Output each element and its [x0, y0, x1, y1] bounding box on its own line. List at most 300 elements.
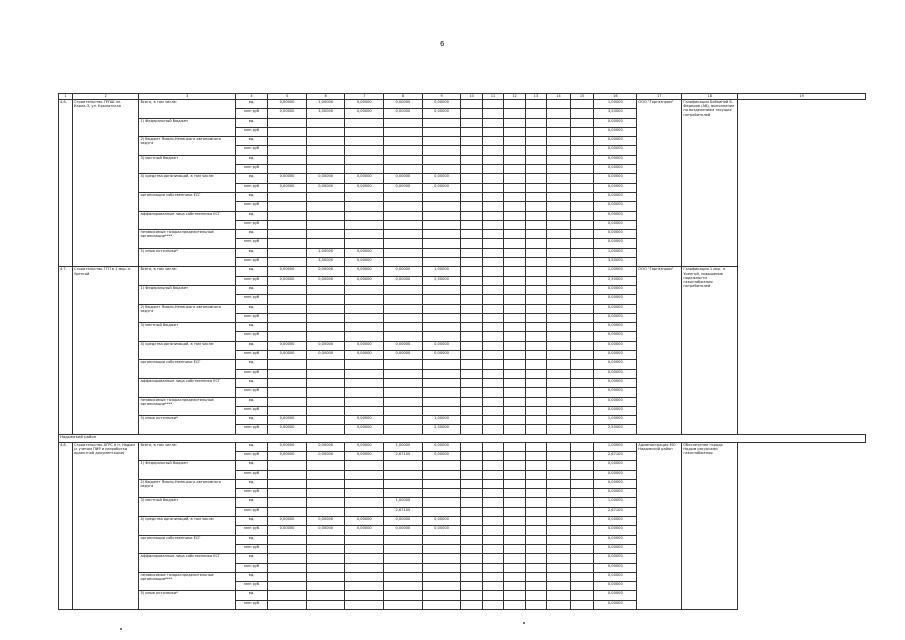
value-v6: 0,00000: [306, 341, 345, 350]
purpose: Обеспечение города Надым ресурсами газоснабжения: [682, 442, 738, 609]
total-value: 0,00000: [594, 360, 637, 369]
value-v6: 0,00000: [306, 174, 345, 183]
value-v7: 0,00000: [345, 351, 384, 360]
value-v8: [384, 304, 423, 313]
value-v5: [268, 572, 307, 581]
empty-cell: [504, 258, 525, 267]
empty-cell: [482, 591, 503, 600]
value-v7: [345, 378, 384, 387]
empty-cell: [482, 479, 503, 488]
value-v5: [268, 220, 307, 229]
table-row: [59, 479, 866, 488]
value-v6: [306, 388, 345, 397]
empty-cell: [547, 470, 571, 479]
empty-cell: [482, 155, 503, 164]
value-v7: [345, 600, 384, 609]
value-v8: [384, 572, 423, 581]
value-v8: [384, 360, 423, 369]
empty-cell: [504, 498, 525, 507]
empty-cell: [461, 285, 482, 294]
value-v7: 0,00000: [345, 416, 384, 425]
empty-cell: [547, 489, 571, 498]
total-value: 0,00000: [594, 285, 637, 294]
empty-cell: [570, 100, 594, 109]
empty-cell: [482, 470, 503, 479]
unit: ед.: [236, 517, 268, 526]
empty-cell: [547, 267, 571, 276]
total-value: 0,00000: [594, 239, 637, 248]
unit: ед.: [236, 498, 268, 507]
value-v5: [268, 461, 307, 470]
empty-cell: [570, 461, 594, 470]
value-v7: [345, 479, 384, 488]
empty-cell: [482, 416, 503, 425]
empty-cell: [482, 137, 503, 146]
empty-cell: [482, 258, 503, 267]
empty-cell: [461, 442, 482, 451]
value-v5: 0,00000: [268, 183, 307, 192]
value-v8: [384, 211, 423, 220]
value-v8: 0,00000: [384, 109, 423, 118]
empty-cell: [461, 165, 482, 174]
empty-cell: [547, 174, 571, 183]
table-row: [59, 591, 866, 600]
total-value: 0,00000: [594, 544, 637, 553]
unit: ед.: [236, 248, 268, 257]
empty-cell: [547, 554, 571, 563]
value-v9: [422, 211, 461, 220]
empty-cell: [482, 507, 503, 516]
unit: млн руб: [236, 425, 268, 434]
value-v6: 1,00000: [306, 248, 345, 257]
empty-cell: [570, 202, 594, 211]
empty-cell: [547, 295, 571, 304]
value-v6: 3,50000: [306, 109, 345, 118]
empty-cell: [570, 323, 594, 332]
value-v5: [268, 470, 307, 479]
empty-cell: [525, 304, 546, 313]
column-number: 16: [594, 94, 637, 100]
value-v8: [384, 378, 423, 387]
value-v6: [306, 535, 345, 544]
total-value: 0,00000: [594, 479, 637, 488]
value-v6: [306, 137, 345, 146]
empty-cell: [504, 517, 525, 526]
column-number: 9: [422, 94, 461, 100]
value-v9: [422, 313, 461, 322]
value-v8: [384, 416, 423, 425]
empty-cell: [461, 183, 482, 192]
unit: млн руб: [236, 563, 268, 572]
empty-cell: [482, 461, 503, 470]
empty-cell: [570, 295, 594, 304]
empty-cell: [461, 220, 482, 229]
value-v7: 0,00000: [345, 100, 384, 109]
value-v8: [384, 489, 423, 498]
column-number: 6: [306, 94, 345, 100]
empty-cell: [547, 258, 571, 267]
total-value: 2,67100: [594, 451, 637, 460]
empty-cell: [547, 192, 571, 201]
empty-cell: [461, 544, 482, 553]
value-v5: [268, 137, 307, 146]
empty-cell: [570, 155, 594, 164]
empty-cell: [525, 137, 546, 146]
empty-cell: [525, 267, 546, 276]
column-number: 10: [461, 94, 482, 100]
empty-cell: [461, 397, 482, 406]
unit: млн руб: [236, 332, 268, 341]
empty-cell: [525, 155, 546, 164]
table-row: [59, 397, 866, 406]
empty-cell: [504, 295, 525, 304]
value-v6: [306, 332, 345, 341]
value-v8: 0,00000: [384, 267, 423, 276]
value-v9: [422, 397, 461, 406]
empty-cell: [461, 155, 482, 164]
value-v6: [306, 378, 345, 387]
value-v8: [384, 369, 423, 378]
empty-cell: [525, 202, 546, 211]
empty-cell: [504, 489, 525, 498]
empty-cell: [482, 563, 503, 572]
value-v9: 0,00000: [422, 341, 461, 350]
funding-source-label: 1) Федеральный бюджет: [139, 285, 236, 304]
value-v6: [306, 313, 345, 322]
empty-cell: [461, 192, 482, 201]
value-v9: [422, 461, 461, 470]
empty-cell: [547, 406, 571, 415]
value-v7: 0,00000: [345, 183, 384, 192]
empty-cell: [482, 146, 503, 155]
value-v9: [422, 360, 461, 369]
empty-cell: [547, 479, 571, 488]
value-v8: [384, 155, 423, 164]
empty-cell: [525, 526, 546, 535]
empty-cell: [504, 600, 525, 609]
value-v6: [306, 563, 345, 572]
value-v5: [268, 295, 307, 304]
empty-cell: [570, 183, 594, 192]
empty-cell: [504, 554, 525, 563]
value-v6: [306, 425, 345, 434]
value-v6: [306, 146, 345, 155]
empty-cell: [482, 267, 503, 276]
value-v8: 0,00000: [384, 526, 423, 535]
value-v6: [306, 461, 345, 470]
empty-cell: [461, 600, 482, 609]
total-value: 0,00000: [594, 517, 637, 526]
empty-cell: [504, 248, 525, 257]
unit: ед.: [236, 360, 268, 369]
empty-cell: [482, 202, 503, 211]
total-value: 1,00000: [594, 267, 637, 276]
unit: млн руб: [236, 388, 268, 397]
empty-cell: [525, 563, 546, 572]
value-v5: [268, 535, 307, 544]
total-value: 0,00000: [594, 572, 637, 581]
value-v8: [384, 239, 423, 248]
total-value: 0,00000: [594, 146, 637, 155]
table-row: [59, 461, 866, 470]
value-v5: [268, 582, 307, 591]
value-v5: 0,00000: [268, 267, 307, 276]
empty-cell: [570, 489, 594, 498]
empty-cell: [482, 165, 503, 174]
table-row: [59, 211, 866, 220]
empty-cell: [570, 442, 594, 451]
value-v7: [345, 220, 384, 229]
empty-cell: [504, 285, 525, 294]
empty-cell: [482, 498, 503, 507]
empty-cell: [504, 202, 525, 211]
unit: млн руб: [236, 109, 268, 118]
empty-cell: [570, 369, 594, 378]
total-value: 0,00000: [594, 174, 637, 183]
value-v9: [422, 535, 461, 544]
empty-cell: [461, 267, 482, 276]
table-row: [59, 285, 866, 294]
value-v9: [422, 258, 461, 267]
empty-cell: [482, 285, 503, 294]
empty-cell: [482, 406, 503, 415]
column-number: 18: [682, 94, 738, 100]
value-v8: [384, 146, 423, 155]
empty-cell: [461, 563, 482, 572]
total-value: 2,67100: [594, 507, 637, 516]
region-row: [59, 434, 866, 442]
empty-cell: [570, 192, 594, 201]
funding-source-label: 2) бюджет Ямало-Ненецкого автономного округа: [139, 479, 236, 498]
unit: млн руб: [236, 165, 268, 174]
empty-cell: [570, 554, 594, 563]
value-v5: [268, 554, 307, 563]
funding-source-label: независимые газораспределительные организации****: [139, 230, 236, 249]
value-v6: [306, 118, 345, 127]
column-number: 1: [59, 94, 73, 100]
empty-cell: [504, 155, 525, 164]
value-v5: [268, 479, 307, 488]
unit: млн руб: [236, 489, 268, 498]
empty-cell: [525, 470, 546, 479]
total-value: 0,00000: [594, 378, 637, 387]
value-v9: [422, 507, 461, 516]
unit: ед.: [236, 230, 268, 239]
empty-cell: [570, 304, 594, 313]
empty-cell: [547, 341, 571, 350]
value-v9: [422, 406, 461, 415]
unit: ед.: [236, 416, 268, 425]
value-v9: [422, 202, 461, 211]
empty-cell: [570, 165, 594, 174]
value-v6: [306, 360, 345, 369]
empty-cell: [461, 230, 482, 239]
table-row: [59, 137, 866, 146]
empty-cell: [461, 276, 482, 285]
empty-cell: [547, 109, 571, 118]
total-value: 0,00000: [594, 406, 637, 415]
total-value: 0,00000: [594, 137, 637, 146]
unit: ед.: [236, 479, 268, 488]
empty-cell: [570, 211, 594, 220]
value-v5: 0,00000: [268, 109, 307, 118]
funding-source-label: 5) иные источники*: [139, 591, 236, 610]
empty-cell: [570, 416, 594, 425]
empty-cell: [504, 388, 525, 397]
value-v7: [345, 470, 384, 479]
value-v5: 0,00000: [268, 276, 307, 285]
value-v7: [345, 360, 384, 369]
empty-cell: [461, 202, 482, 211]
object-name: Строительство ГГП в 1 мкр. п. Уренгой: [72, 267, 139, 434]
value-v5: [268, 489, 307, 498]
empty-cell: [482, 378, 503, 387]
total-value: 0,00000: [594, 313, 637, 322]
empty-cell: [461, 109, 482, 118]
value-v7: 0,00000: [345, 341, 384, 350]
empty-cell: [525, 248, 546, 257]
value-v9: [422, 582, 461, 591]
value-v5: [268, 118, 307, 127]
empty-cell: [461, 416, 482, 425]
empty-cell: [504, 378, 525, 387]
empty-cell: [504, 267, 525, 276]
empty-cell: [547, 155, 571, 164]
empty-cell: [525, 507, 546, 516]
value-v8: [384, 313, 423, 322]
empty-cell: [504, 137, 525, 146]
value-v9: [422, 127, 461, 136]
funding-source-label: 5) иные источники*: [139, 248, 236, 267]
table-row: [59, 174, 866, 183]
empty-cell: [504, 369, 525, 378]
empty-cell: [570, 137, 594, 146]
empty-cell: [525, 461, 546, 470]
value-v8: 0,00000: [384, 341, 423, 350]
empty-cell: [547, 360, 571, 369]
value-v8: 0,00000: [384, 183, 423, 192]
empty-cell: [482, 127, 503, 136]
value-v6: [306, 406, 345, 415]
empty-cell: [482, 174, 503, 183]
empty-cell: [547, 544, 571, 553]
empty-cell: [461, 425, 482, 434]
table-row: [59, 416, 866, 425]
empty-cell: [525, 416, 546, 425]
total-value: 0,00000: [594, 591, 637, 600]
value-v5: 0,00000: [268, 442, 307, 451]
value-v6: 0,00000: [306, 267, 345, 276]
empty-cell: [504, 127, 525, 136]
empty-cell: [570, 285, 594, 294]
empty-cell: [547, 526, 571, 535]
total-value: 0,00000: [594, 220, 637, 229]
empty-cell: [547, 127, 571, 136]
empty-cell: [570, 544, 594, 553]
value-v7: [345, 544, 384, 553]
table-row: [59, 118, 866, 127]
funding-source-label: 2) бюджет Ямало-Ненецкого автономного округа: [139, 304, 236, 323]
unit: млн руб: [236, 239, 268, 248]
empty-cell: [504, 351, 525, 360]
value-v7: [345, 202, 384, 211]
empty-cell: [482, 397, 503, 406]
empty-cell: [461, 127, 482, 136]
empty-cell: [461, 295, 482, 304]
executor: ООО "Горгазпром": [637, 100, 682, 267]
empty-cell: [482, 332, 503, 341]
value-v9: 0,00000: [422, 451, 461, 460]
value-v5: [268, 248, 307, 257]
empty-cell: [570, 127, 594, 136]
empty-cell: [504, 563, 525, 572]
total-value: 2,50000: [594, 425, 637, 434]
value-v9: [422, 332, 461, 341]
table-row: [59, 267, 866, 276]
empty-cell: [504, 360, 525, 369]
unit: млн руб: [236, 183, 268, 192]
empty-cell: [504, 239, 525, 248]
value-v8: [384, 554, 423, 563]
empty-cell: [525, 174, 546, 183]
empty-cell: [461, 351, 482, 360]
total-value: 0,00000: [594, 211, 637, 220]
total-value: 0,00000: [594, 563, 637, 572]
unit: млн руб: [236, 295, 268, 304]
value-v5: [268, 230, 307, 239]
value-v5: [268, 285, 307, 294]
empty-cell: [570, 535, 594, 544]
empty-cell: [482, 313, 503, 322]
empty-cell: [570, 313, 594, 322]
value-v8: 0,00000: [384, 351, 423, 360]
column-number: 3: [139, 94, 236, 100]
value-v5: [268, 591, 307, 600]
value-v5: [268, 155, 307, 164]
unit: млн руб: [236, 451, 268, 460]
table-row: [59, 248, 866, 257]
executor: ООО "Горгазпром": [637, 267, 682, 434]
empty-cell: [570, 425, 594, 434]
empty-cell: [547, 313, 571, 322]
total-value: 0,00000: [594, 351, 637, 360]
empty-cell: [570, 406, 594, 415]
value-v6: 0,00000: [306, 442, 345, 451]
value-v7: [345, 239, 384, 248]
empty-cell: [482, 183, 503, 192]
empty-cell: [482, 304, 503, 313]
empty-cell: [461, 582, 482, 591]
empty-cell: [504, 118, 525, 127]
empty-cell: [461, 369, 482, 378]
funding-source-label: организации собственники ЕСГ: [139, 535, 236, 554]
empty-cell: [482, 526, 503, 535]
empty-cell: [525, 369, 546, 378]
value-v6: [306, 369, 345, 378]
value-v6: [306, 295, 345, 304]
empty-cell: [547, 563, 571, 572]
value-v6: [306, 323, 345, 332]
value-v7: 0,00000: [345, 517, 384, 526]
value-v7: 0,00000: [345, 109, 384, 118]
unit: ед.: [236, 397, 268, 406]
empty-cell: [570, 332, 594, 341]
value-v7: 0,00000: [345, 276, 384, 285]
empty-cell: [547, 461, 571, 470]
empty-cell: [525, 276, 546, 285]
value-v6: [306, 582, 345, 591]
value-v9: [422, 489, 461, 498]
